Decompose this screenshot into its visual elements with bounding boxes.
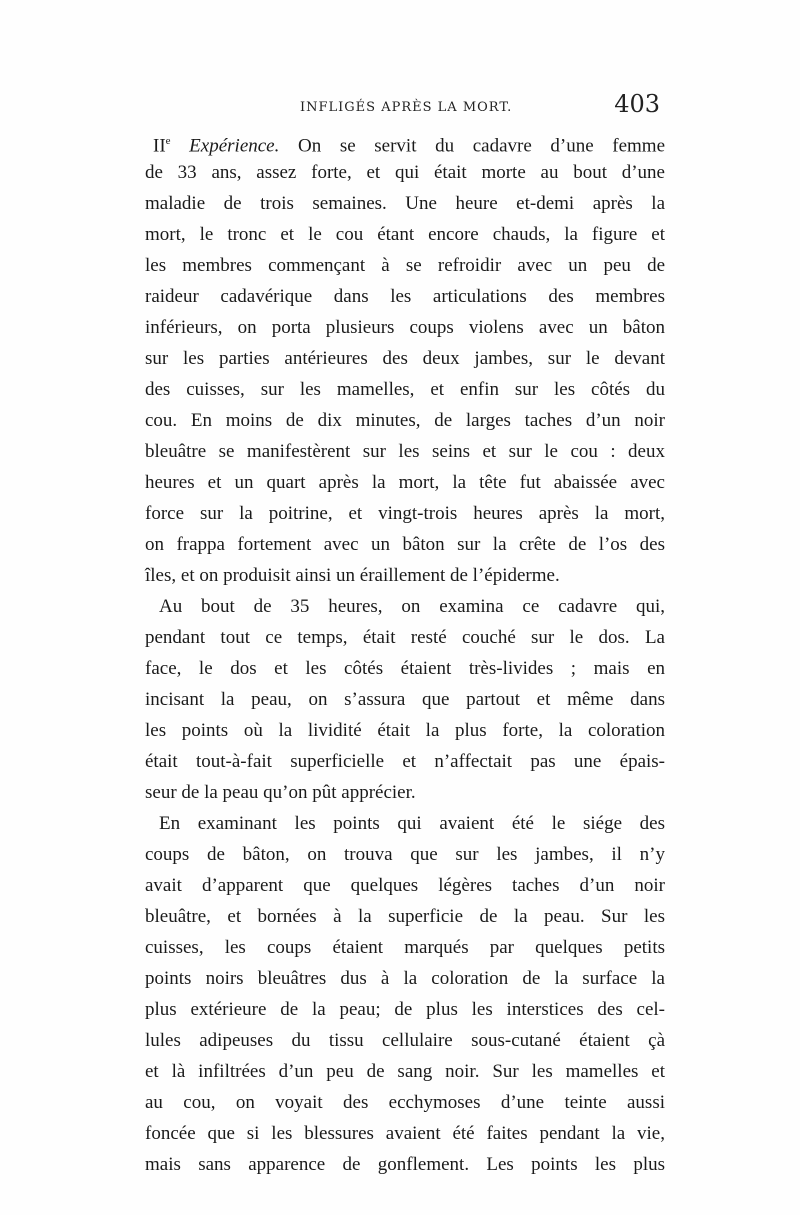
text-line: coups de bâton, on trouva que sur les jambes, il n’y [145,844,665,865]
text-line: foncée que si les blessures avaient été faites pendant la vie, [145,1123,665,1144]
text-line: sur les parties antérieures des deux jambes, sur le devant [145,348,665,369]
text-line: était tout-à-fait superficielle et n’affectait pas une épais- [145,751,665,772]
text-line: et là infiltrées d’un peu de sang noir. Sur les mamelles et [145,1061,665,1082]
body-text [145,126,665,1180]
text-line: raideur cadavérique dans les articulations des membres [145,286,665,307]
text-line: cou. En moins de dix minutes, de larges taches d’un noir [145,410,665,431]
paragraph [145,808,665,1180]
text-line: force sur la poitrine, et vingt-trois heures après la mort, [145,503,665,524]
text-line: seur de la peau qu’on pût apprécier. [145,782,416,803]
text-line: plus extérieure de la peau; de plus les interstices des cel- [145,999,665,1020]
text-line: pendant tout ce temps, était resté couché sur le dos. La [145,627,665,648]
text-line: inférieurs, on porta plusieurs coups violens avec un bâton [145,317,665,338]
text-line: heures et un quart après la mort, la tête fut abaissée avec [145,472,665,493]
text-line: les membres commençant à se refroidir avec un peu de [145,255,665,276]
text-line: de 33 ans, assez forte, et qui était morte au bout d’une [145,162,665,183]
text-line: mais sans apparence de gonflement. Les points les plus [145,1154,665,1175]
text-line: mort, le tronc et le cou étant encore chauds, la figure et [145,224,665,245]
text-line: bleuâtre se manifestèrent sur les seins et sur le cou : deux [145,441,665,462]
text-line: Au bout de 35 heures, on examina ce cadavre qui, [159,596,665,617]
experiment-label: Expérience. [189,135,280,157]
page-number: 403 [614,90,660,118]
text-line: on frappa fortement avec un bâton sur la crête de l’os des [145,534,665,555]
text-line-rest: On se servit du cadavre d’une femme [298,135,666,157]
text-line: face, le dos et les côtés étaient très-livides ; mais en [145,658,665,679]
text-line: au cou, on voyait des ecchymoses d’une teinte aussi [145,1092,665,1113]
text-line: En examinant les points qui avaient été le siége des [159,813,665,834]
text-line: cuisses, les coups étaient marqués par quelques petits [145,937,665,958]
running-head [145,90,660,130]
paragraph [145,591,665,808]
numeral: II [153,135,166,157]
text-line: bleuâtre, et bornées à la superficie de la peau. Sur les [145,906,665,927]
numeral-suffix: e [165,135,171,147]
text-line: lules adipeuses du tissu cellulaire sous-cutané étaient çà [145,1030,665,1051]
paragraph [145,126,665,591]
text-line: maladie de trois semaines. Une heure et-demi après la [145,193,665,214]
running-title: INFLIGÉS APRÈS LA MORT. [300,100,513,115]
text-line: avait d’apparent que quelques légères taches d’un noir [145,875,665,896]
text-line: points noirs bleuâtres dus à la coloration de la surface la [145,968,665,989]
text-line: les points où la lividité était la plus forte, la coloration [145,720,665,741]
text-line [145,126,665,157]
text-line: incisant la peau, on s’assura que partout et même dans [145,689,665,710]
text-line: îles, et on produisit ainsi un éraillement de l’épiderme. [145,565,560,586]
text-line: des cuisses, sur les mamelles, et enfin sur les côtés du [145,379,665,400]
